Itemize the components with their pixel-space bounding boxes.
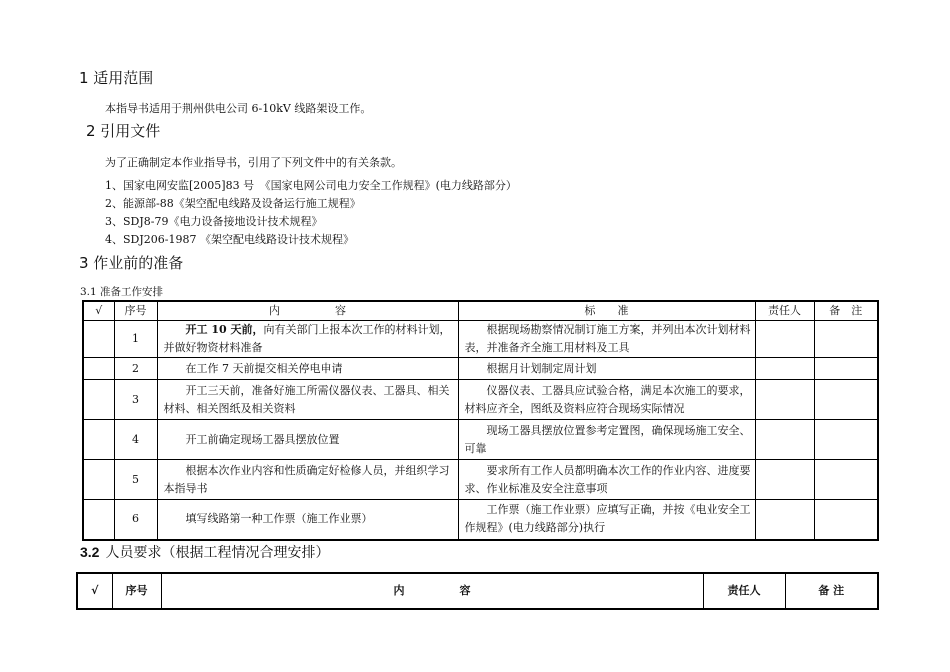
seq-cell: 6 — [114, 500, 157, 540]
seq-column-header: 序号 — [112, 573, 161, 609]
reference-item: 1、国家电网安监[2005]83 号 《国家电网公司电力安全工作规程》(电力线路部分） — [105, 179, 517, 192]
check-column-header: √ — [77, 573, 112, 609]
section-1-heading: 1 适用范围 — [79, 69, 154, 87]
seq-column-header: 序号 — [114, 301, 157, 321]
check-cell — [83, 460, 114, 500]
subsection-3-2-title — [80, 542, 329, 562]
check-cell — [83, 358, 114, 380]
subsection-3-2-text: 人员要求（根据工程情况合理安排） — [105, 545, 330, 561]
owner-cell — [755, 380, 814, 420]
remark-column-header: 备 注 — [814, 301, 878, 321]
section-3-heading: 3 作业前的准备 — [79, 254, 184, 272]
content-cell: 填写线路第一种工作票（施工作业票） — [157, 500, 458, 540]
table-row — [83, 500, 878, 540]
standard-cell: 工作票（施工作业票）应填写正确，并按《电业安全工作规程》(电力线路部分)执行 — [458, 500, 755, 540]
standard-cell: 根据月计划制定周计划 — [458, 358, 755, 380]
content-text: 向有关部门上报本次工作的材料计划，并做好物资材料准备 — [163, 323, 451, 354]
table-row — [83, 358, 878, 380]
standard-cell: 根据现场勘察情况制订施工方案，并列出本次计划材料表，并准备齐全施工用材料及工具 — [458, 321, 755, 358]
owner-column-header: 责任人 — [703, 573, 785, 609]
owner-cell — [755, 420, 814, 460]
subsection-3-2-number: 3.2 — [80, 544, 100, 560]
check-cell — [83, 321, 114, 358]
remark-cell — [814, 321, 878, 358]
section-2-intro: 为了正确制定本作业指导书，引用了下列文件中的有关条款。 — [105, 156, 402, 169]
seq-cell: 2 — [114, 358, 157, 380]
subsection-3-1-title: 3.1 准备工作安排 — [80, 286, 164, 298]
content-column-header: 内 容 — [157, 301, 458, 321]
table-row — [83, 420, 878, 460]
seq-cell: 3 — [114, 380, 157, 420]
standard-column-header: 标 准 — [458, 301, 755, 321]
check-cell — [83, 420, 114, 460]
reference-item: 3、SDJ8-79《电力设备接地设计技术规程》 — [105, 215, 323, 228]
owner-cell — [755, 460, 814, 500]
reference-item: 4、SDJ206-1987 《架空配电线路设计技术规程》 — [105, 233, 354, 246]
remark-column-header: 备 注 — [785, 573, 878, 609]
seq-cell: 1 — [114, 321, 157, 358]
check-column-header: √ — [83, 301, 114, 321]
owner-cell — [755, 500, 814, 540]
seq-cell: 4 — [114, 420, 157, 460]
section-2-heading: 2 引用文件 — [86, 122, 161, 140]
table-header-row — [77, 573, 878, 609]
remark-cell — [814, 380, 878, 420]
remark-cell — [814, 420, 878, 460]
standard-cell: 要求所有工作人员都明确本次工作的作业内容、进度要求、作业标准及安全注意事项 — [458, 460, 755, 500]
personnel-table — [76, 572, 879, 610]
remark-cell — [814, 358, 878, 380]
table-row — [83, 321, 878, 358]
preparation-table — [82, 300, 879, 541]
content-cell: 在工作 7 天前提交相关停电申请 — [157, 358, 458, 380]
table-header-row — [83, 301, 878, 321]
remark-cell — [814, 500, 878, 540]
check-cell — [83, 380, 114, 420]
owner-cell — [755, 321, 814, 358]
reference-item: 2、能源部-88《架空配电线路及设备运行施工规程》 — [105, 197, 361, 210]
remark-cell — [814, 460, 878, 500]
standard-cell: 现场工器具摆放位置参考定置图，确保现场施工安全、可靠 — [458, 420, 755, 460]
owner-column-header: 责任人 — [755, 301, 814, 321]
table-row — [83, 380, 878, 420]
content-cell: 开工三天前，准备好施工所需仪器仪表、工器具、相关材料、相关图纸及相关资料 — [157, 380, 458, 420]
section-1-body: 本指导书适用于荆州供电公司 6-10kV 线路架设工作。 — [105, 102, 372, 115]
check-cell — [83, 500, 114, 540]
owner-cell — [755, 358, 814, 380]
content-emphasis: 开工 10 天前， — [185, 323, 264, 336]
standard-cell: 仪器仪表、工器具应试验合格，满足本次施工的要求，材料应齐全，图纸及资料应符合现场实际情况 — [458, 380, 755, 420]
table-row — [83, 460, 878, 500]
content-cell: 根据本次作业内容和性质确定好检修人员，并组织学习本指导书 — [157, 460, 458, 500]
seq-cell: 5 — [114, 460, 157, 500]
content-cell — [157, 321, 458, 358]
content-column-header: 内 容 — [161, 573, 703, 609]
content-cell: 开工前确定现场工器具摆放位置 — [157, 420, 458, 460]
